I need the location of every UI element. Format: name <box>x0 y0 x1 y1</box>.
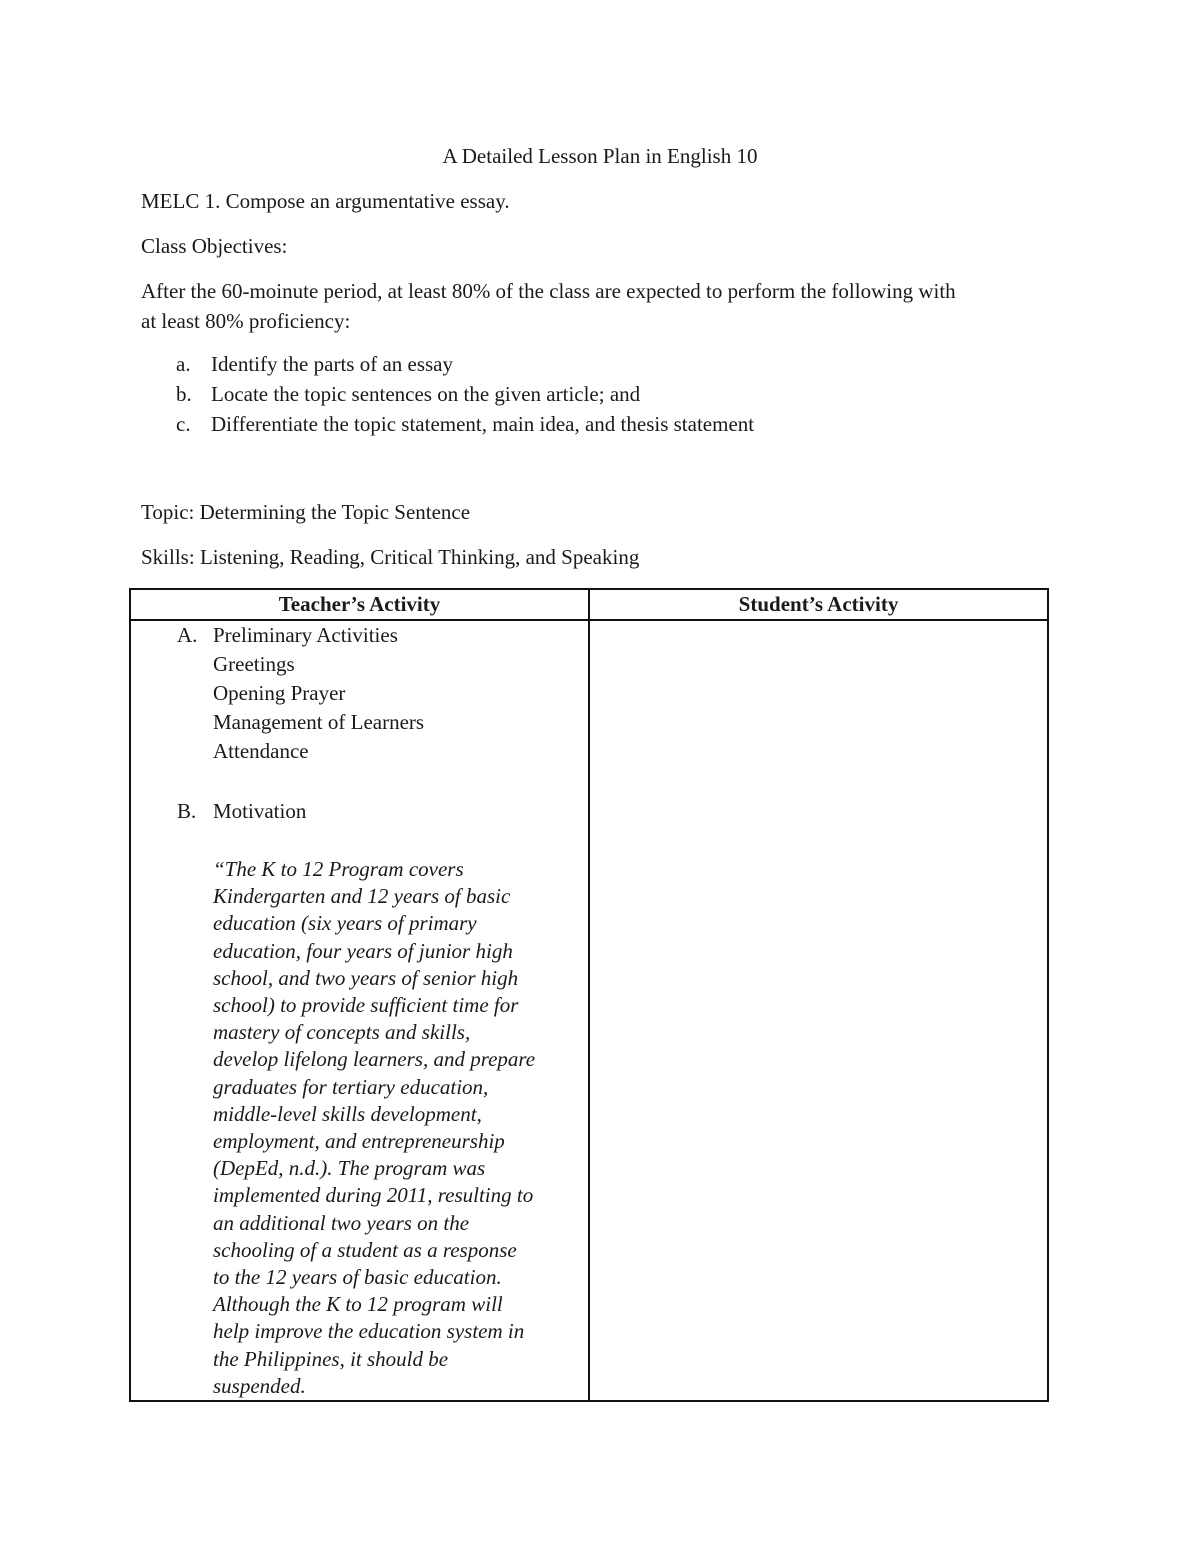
quote-line: implemented during 2011, resulting to <box>213 1183 534 1208</box>
objectives-intro-line-2: at least 80% proficiency: <box>141 309 351 333</box>
section-b <box>131 797 588 826</box>
teacher-activity-cell <box>130 620 589 1401</box>
section-title: Preliminary Activities <box>213 623 398 647</box>
quote-line: an additional two years on the <box>213 1210 470 1235</box>
objective-text: Locate the topic sentences on the given article; and <box>211 382 641 406</box>
quote-line: “The K to 12 Program covers <box>213 857 464 881</box>
melc-statement: MELC 1. Compose an argumentative essay. <box>141 189 510 213</box>
quote-line: graduates for tertiary education, <box>213 1074 489 1099</box>
activity-table <box>129 588 1049 1402</box>
teacher-activity-header: Teacher’s Activity <box>130 589 589 620</box>
quote-line: develop lifelong learners, and prepare <box>213 1047 536 1072</box>
objective-text: Identify the parts of an essay <box>211 352 454 376</box>
student-activity-cell <box>589 620 1048 1401</box>
topic-line: Topic: Determining the Topic Sentence <box>141 500 471 524</box>
motivation-quote <box>213 856 576 1400</box>
quote-line: school, and two years of senior high <box>213 965 519 990</box>
quote-line: Kindergarten and 12 years of basic <box>213 884 511 909</box>
objective-item <box>141 350 754 380</box>
list-marker: a. <box>176 352 191 376</box>
list-item: Opening Prayer <box>213 681 346 705</box>
quote-line: the Philippines, it should be <box>213 1346 449 1371</box>
quote-line: school) to provide sufficient time for <box>213 993 519 1018</box>
student-activity-header: Student’s Activity <box>589 589 1048 620</box>
list-item: Attendance <box>213 739 309 763</box>
list-marker: b. <box>176 382 192 406</box>
quote-line: education, four years of junior high <box>213 938 513 963</box>
list-marker: c. <box>176 412 191 436</box>
quote-line: employment, and entrepreneurship <box>213 1129 505 1154</box>
objective-text: Differentiate the topic statement, main idea, and thesis statement <box>211 412 755 436</box>
quote-line: middle-level skills development, <box>213 1101 482 1126</box>
objectives-intro-line-1: After the 60-moinute period, at least 80% of the class are expected to perform the following with <box>141 279 956 303</box>
section-marker: B. <box>177 799 197 823</box>
quote-line: mastery of concepts and skills, <box>213 1020 471 1045</box>
table-row <box>130 620 1048 1401</box>
quote-line: (DepEd, n.d.). The program was <box>213 1156 486 1181</box>
objective-item <box>141 410 754 440</box>
objective-item <box>141 380 754 410</box>
table-header-row <box>130 589 1048 620</box>
quote-line: to the 12 years of basic education. <box>213 1265 502 1290</box>
section-a <box>131 621 588 650</box>
quote-line: education (six years of primary <box>213 911 477 936</box>
list-item: Management of Learners <box>213 710 425 734</box>
document-title: A Detailed Lesson Plan in English 10 <box>442 144 758 168</box>
quote-line: schooling of a student as a response <box>213 1237 517 1262</box>
list-item: Greetings <box>213 652 295 676</box>
quote-line: suspended. <box>213 1373 306 1398</box>
skills-line: Skills: Listening, Reading, Critical Thinking, and Speaking <box>141 545 640 569</box>
objectives-list <box>141 350 754 440</box>
quote-line: Although the K to 12 program will <box>213 1292 503 1317</box>
section-title: Motivation <box>213 799 307 823</box>
class-objectives-label: Class Objectives: <box>141 234 288 258</box>
quote-line: help improve the education system in <box>213 1319 525 1344</box>
section-marker: A. <box>177 623 198 647</box>
